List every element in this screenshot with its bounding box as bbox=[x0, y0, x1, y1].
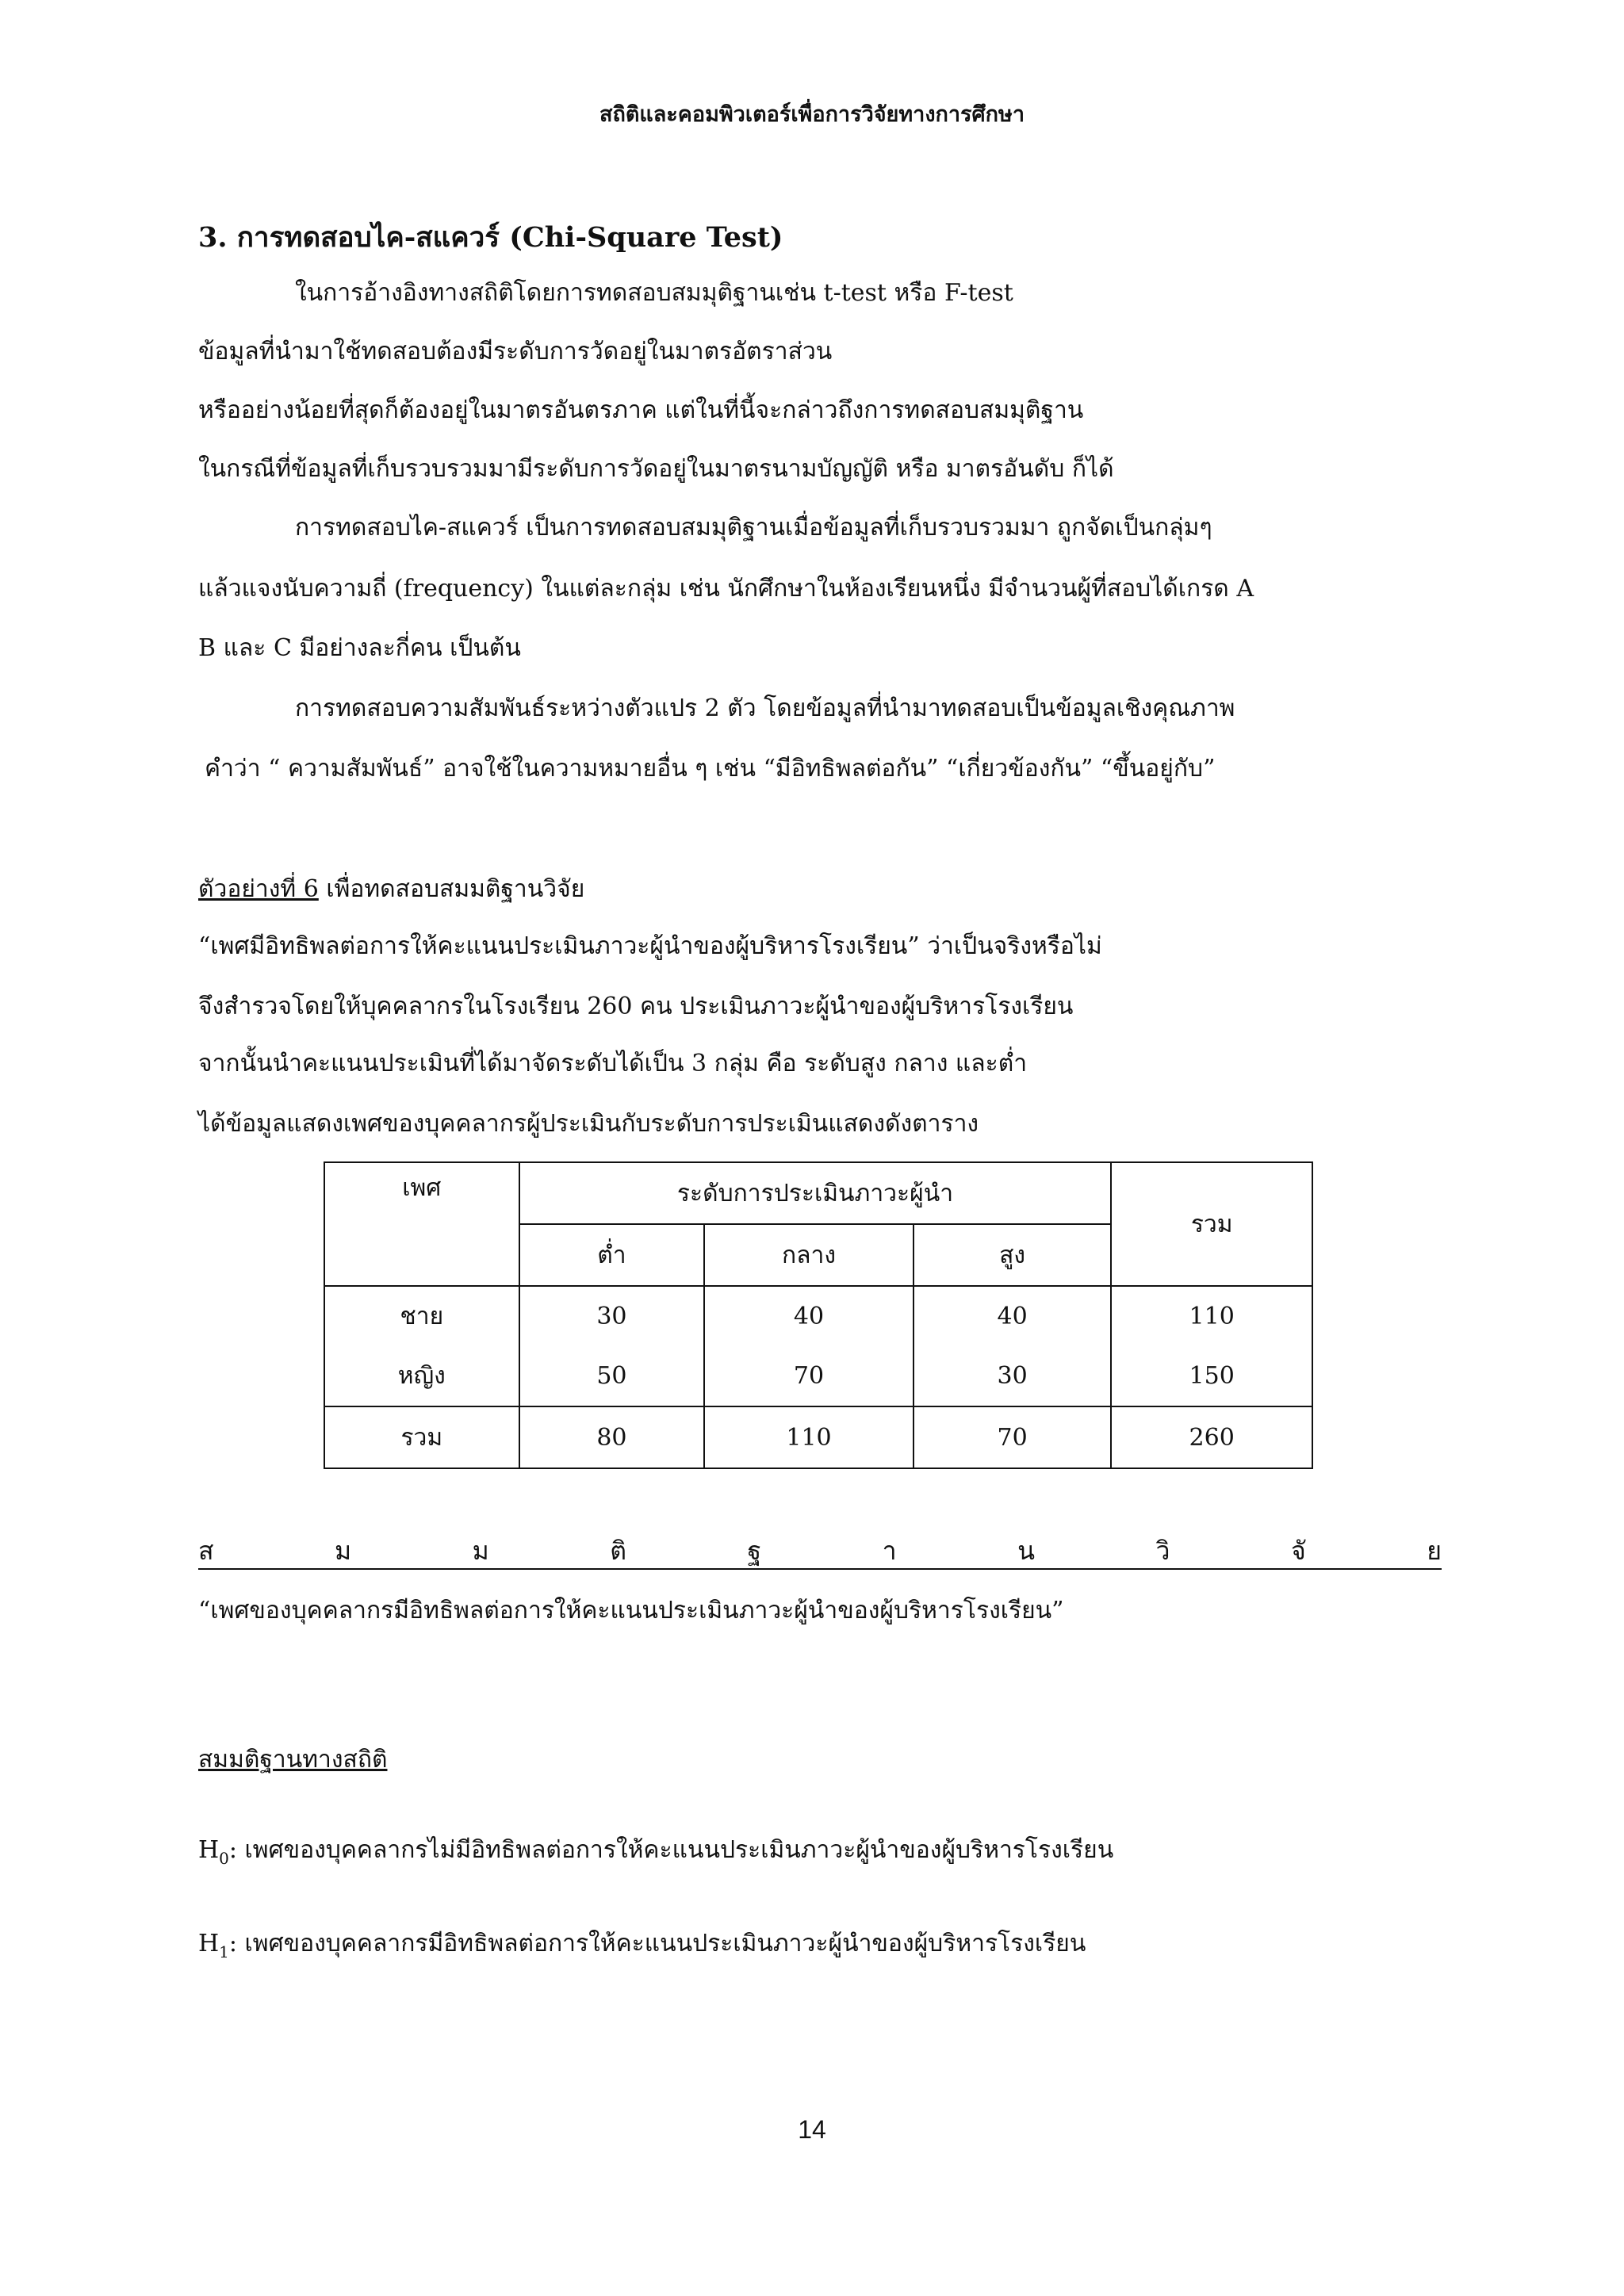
example-line: จึงสำรวจโดยให้บุคคลากรในโรงเรียน 260 คน ประเมินภาวะผู้นำของผู้บริหารโรงเรียน bbox=[198, 993, 1074, 1020]
paragraph-line: การทดสอบไค-สแควร์ เป็นการทดสอบสมมุติฐานเมื่อข้อมูลที่เก็บรวบรวมมา ถูกจัดเป็นกลุ่มๆ bbox=[295, 514, 1212, 541]
running-header: สถิติและคอมพิวเตอร์เพื่อการวิจัยทางการศึกษา bbox=[599, 102, 1025, 127]
table-cell: 50 bbox=[519, 1346, 705, 1406]
statistical-hypothesis-heading: สมมติฐานทางสถิติ bbox=[198, 1746, 388, 1774]
heading-letter: ม bbox=[335, 1536, 352, 1566]
row-label-total: รวม bbox=[324, 1406, 519, 1468]
table-header-low: ต่ำ bbox=[519, 1224, 705, 1286]
heading-letter: ย bbox=[1427, 1536, 1442, 1566]
h0-symbol: H bbox=[198, 1836, 220, 1864]
table-cell-total: 150 bbox=[1111, 1346, 1312, 1406]
h1-symbol: H bbox=[198, 1930, 220, 1957]
paragraph-line: ในการอ้างอิงทางสถิติโดยการทดสอบสมมุติฐานเช่น t-test หรือ F-test bbox=[295, 279, 1013, 307]
table-row bbox=[324, 1346, 1312, 1406]
paragraph-line: หรืออย่างน้อยที่สุดก็ต้องอยู่ในมาตรอันตรภาค แต่ในที่นี้จะกล่าวถึงการทดสอบสมมุติฐาน bbox=[198, 396, 1084, 424]
example-intro: เพื่อทดสอบสมมติฐานวิจัย bbox=[318, 875, 585, 903]
example-line: ได้ข้อมูลแสดงเพศของบุคคลากรผู้ประเมินกับระดับการประเมินแสดงดังตาราง bbox=[198, 1110, 979, 1138]
paragraph-line: B และ C มีอย่างละกี่คน เป็นต้น bbox=[198, 634, 521, 662]
paragraph-line: ในกรณีที่ข้อมูลที่เก็บรวบรวมมามีระดับการวัดอยู่ในมาตรนามบัญญัติ หรือ มาตรอันดับ ก็ได้ bbox=[198, 455, 1114, 483]
paragraph-line: แล้วแจงนับความถี่ (frequency) ในแต่ละกลุ่ม เช่น นักศึกษาในห้องเรียนหนึ่ง มีจำนวนผู้ที่สอบได้เกรด A bbox=[198, 575, 1254, 603]
heading-letter: วิ bbox=[1155, 1536, 1170, 1566]
heading-letter: จั bbox=[1290, 1536, 1306, 1566]
table-header-sex: เพศ bbox=[324, 1162, 519, 1286]
page-number: 14 bbox=[798, 2115, 826, 2144]
row-label-female: หญิง bbox=[324, 1346, 519, 1406]
table-header-level: ระดับการประเมินภาวะผู้นำ bbox=[519, 1162, 1112, 1224]
row-label-male: ชาย bbox=[324, 1286, 519, 1346]
null-hypothesis bbox=[198, 1836, 1113, 1873]
heading-letter: ติ bbox=[610, 1536, 626, 1566]
table-header-total: รวม bbox=[1111, 1162, 1312, 1286]
alternative-hypothesis bbox=[198, 1930, 1086, 1966]
table-cell: 40 bbox=[914, 1286, 1112, 1346]
table-cell-grand-total: 260 bbox=[1111, 1406, 1312, 1468]
table-cell: 30 bbox=[519, 1286, 705, 1346]
example-label: ตัวอย่างที่ 6 bbox=[198, 875, 319, 903]
research-hypothesis-text: “เพศของบุคคลากรมีอิทธิพลต่อการให้คะแนนประเมินภาวะผู้นำของผู้บริหารโรงเรียน” bbox=[198, 1597, 1064, 1624]
h0-subscript: 0 bbox=[219, 1849, 229, 1868]
table-cell: 40 bbox=[704, 1286, 914, 1346]
h1-text: : เพศของบุคคลากรมีอิทธิพลต่อการให้คะแนนประเมินภาวะผู้นำของผู้บริหารโรงเรียน bbox=[228, 1930, 1086, 1957]
heading-letter: ม bbox=[472, 1536, 489, 1566]
paragraph-line: ข้อมูลที่นำมาใช้ทดสอบต้องมีระดับการวัดอยู่ในมาตรอัตราส่วน bbox=[198, 338, 833, 365]
example-heading bbox=[198, 875, 584, 904]
heading-letter: ฐ bbox=[747, 1536, 762, 1566]
example-line: “เพศมีอิทธิพลต่อการให้คะแนนประเมินภาวะผู้นำของผู้บริหารโรงเรียน” ว่าเป็นจริงหรือไม่ bbox=[198, 932, 1102, 960]
table-header-high: สูง bbox=[914, 1224, 1112, 1286]
table-cell: 110 bbox=[704, 1406, 914, 1468]
table-cell: 70 bbox=[704, 1346, 914, 1406]
table-cell-total: 110 bbox=[1111, 1286, 1312, 1346]
table-cell: 30 bbox=[914, 1346, 1112, 1406]
h0-text: : เพศของบุคคลากรไม่มีอิทธิพลต่อการให้คะแนนประเมินภาวะผู้นำของผู้บริหารโรงเรียน bbox=[228, 1836, 1114, 1864]
heading-letter: ส bbox=[198, 1536, 214, 1566]
table-cell: 80 bbox=[519, 1406, 705, 1468]
frequency-table bbox=[324, 1161, 1313, 1469]
paragraph-line: การทดสอบความสัมพันธ์ระหว่างตัวแปร 2 ตัว โดยข้อมูลที่นำมาทดสอบเป็นข้อมูลเชิงคุณภาพ bbox=[295, 695, 1235, 722]
h1-subscript: 1 bbox=[219, 1942, 229, 1961]
heading-letter: า bbox=[882, 1536, 897, 1566]
table-row bbox=[324, 1286, 1312, 1346]
table-header-medium: กลาง bbox=[704, 1224, 914, 1286]
section-title: 3. การทดสอบไค-สแควร์ (Chi-Square Test) bbox=[198, 221, 783, 254]
table-cell: 70 bbox=[914, 1406, 1112, 1468]
table-total-row bbox=[324, 1406, 1312, 1468]
example-line: จากนั้นนำคะแนนประเมินที่ได้มาจัดระดับได้เป็น 3 กลุ่ม คือ ระดับสูง กลาง และต่ำ bbox=[198, 1050, 1028, 1077]
research-hypothesis-heading bbox=[198, 1535, 1442, 1570]
heading-letter: น bbox=[1017, 1536, 1035, 1566]
paragraph-line: คำว่า “ ความสัมพันธ์” อาจใช้ในความหมายอื่น ๆ เช่น “มีอิทธิพลต่อกัน” “เกี่ยวข้องกัน” “ขึ้นอยู่กับ” bbox=[205, 755, 1216, 783]
